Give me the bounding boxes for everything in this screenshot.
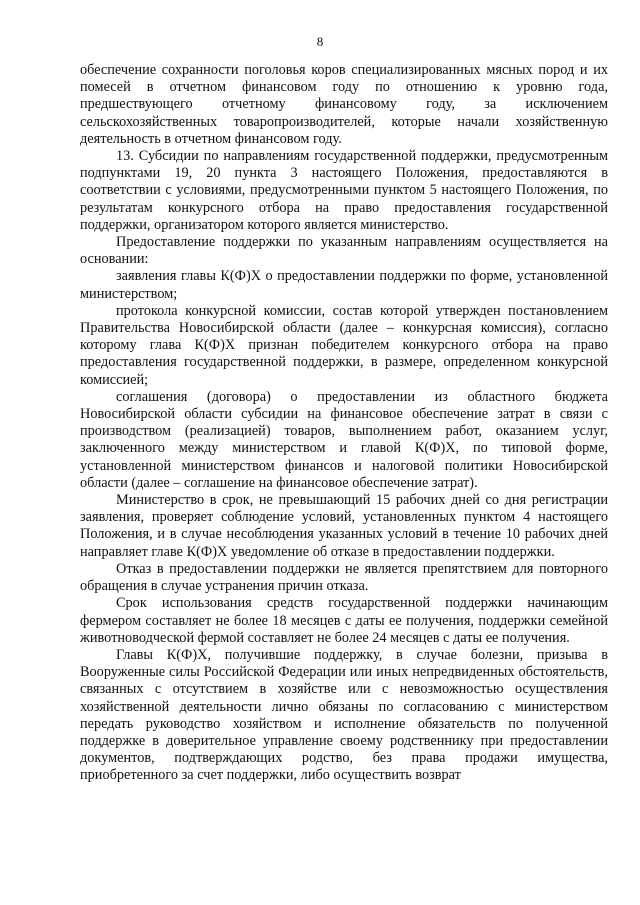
paragraph-refusal: Отказ в предоставлении поддержки не является препятствием для повторного обращения в случае устранения причин отказа. <box>80 560 608 595</box>
paragraph-basis-agreement: соглашения (договора) о предоставлении из областного бюджета Новосибирской области субсидии на финансовое обеспечение затрат в связи с производством (реализацией) товаров, выполнением работ, оказанием услуг, заключенного между министерством и главой К(Ф)Х, по типовой форме, установленной министерством финансов и налоговой политики Новосибирской области (далее – соглашение на финансовое обеспечение затрат). <box>80 388 608 491</box>
paragraph-clause-13: 13. Субсидии по направлениям государственной поддержки, предусмотренным подпунктами 19, 20 пункта 3 настоящего Положения, предоставляются в соответствии с условиями, предусмотренными пунктом 5 настоящего Положения, по результатам конкурсного отбора на право предоставления государственной поддержки, организатором которого является министерство. <box>80 148 608 233</box>
paragraph-basis-application: заявления главы К(Ф)Х о предоставлении поддержки по форме, установленной министерством; <box>80 268 608 302</box>
paragraph-usage-term: Срок использования средств государственной поддержки начинающим фермером составляет не более 18 месяцев с даты ее получения, поддержки семейной животноводческой фермой составляет не более 24 месяцев с даты ее получения. <box>80 595 608 646</box>
paragraph-ministry-review: Министерство в срок, не превышающий 15 рабочих дней со дня регистрации заявления, проверяет соблюдение условий, установленных пунктом 4 настоящего Положения, и в случае несоблюдения указанных условий в течение 10 рабочих дней направляет главе К(Ф)Х уведомление об отказе в предоставлении поддержки. <box>80 492 608 560</box>
paragraph-trust-management: Главы К(Ф)Х, получившие поддержку, в случае болезни, призыва в Вооруженные силы Российской Федерации или иных непредвиденных обстоятельств, связанных с отсутствием в хозяйстве или с невозможностью осуществления хозяйственной деятельности лично обязаны по согласованию с министерством передать руководство хозяйством и исполнение обязательств по полученной поддержке в доверительное управление своему родственнику при предоставлении документов, подтверждающих родство, без права продажи имущества, приобретенного за счет поддержки, либо осуществить возврат <box>80 646 608 784</box>
paragraph-basis-protocol: протокола конкурсной комиссии, состав которой утвержден постановлением Правительства Новосибирской области (далее – конкурсная комиссия), согласно которому глава К(Ф)Х признан победителем конкурсного отбора на право предоставления государственной поддержки, в размере, определенном конкурсной комиссией; <box>80 302 608 388</box>
page-number: 8 <box>316 34 324 49</box>
document-body <box>80 62 608 785</box>
paragraph-livestock-preservation: обеспечение сохранности поголовья коров специализированных мясных пород и их помесей в отчетном финансовом году по отношению к уровню года, предшествующего отчетному финансовому году, за исключением сельскохозяйственных товаропроизводителей, которые начали хозяйственную деятельность в отчетном финансовом году. <box>80 62 608 147</box>
paragraph-basis-intro: Предоставление поддержки по указанным направлениям осуществляется на основании: <box>80 234 608 268</box>
